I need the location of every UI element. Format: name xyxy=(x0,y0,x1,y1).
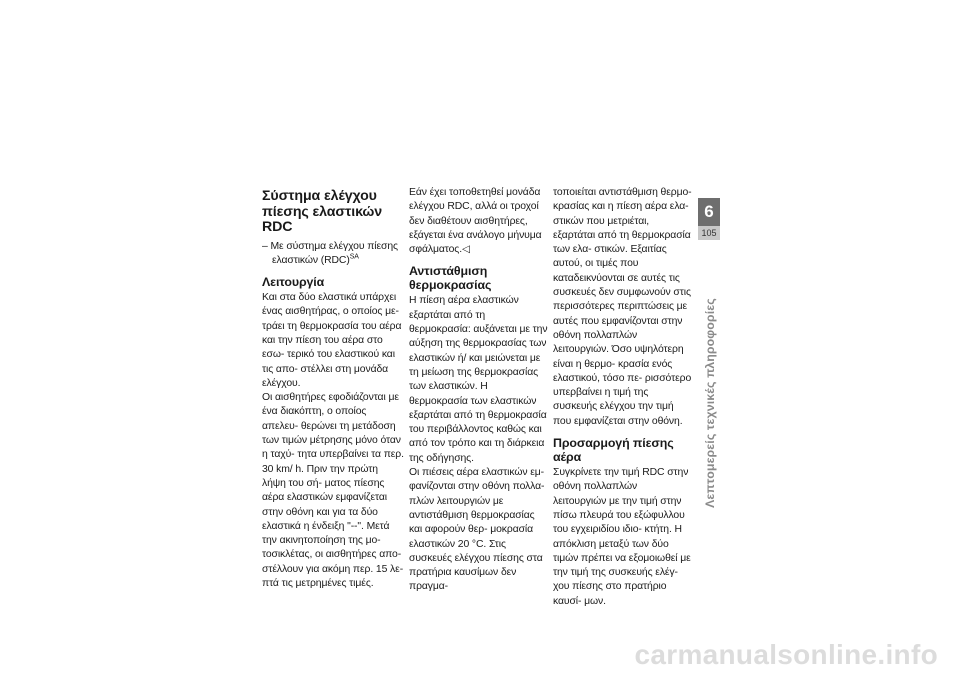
column-3 xyxy=(553,186,693,609)
heading-pressure-adjustment: Προσαρμογή πίεσης αέρα xyxy=(553,436,674,465)
paragraph-function-2: Οι αισθητήρες εφοδιάζονται με ένα διακόπτη, ο οποίος απελευ- θερώνει τη μετάδοση των τιμών μέτρησης μόνο όταν η ταχύ- τητα υπερβαίνει τα περ. 30 km/ h. Πριν την πρώτη λήψη του σή- ματος πίεσης αέρα ελαστικών εμφανίζεται στην οθόνη και για τα δύο ελαστικά η ένδειξη "--". Μετά την ακινητοποίηση της μο- τοσικλέτας, οι αισθητήρες απο- στέλλουν για ακόμη περ. 15 λε- πτά τις μετρημένες τιμές. xyxy=(262,392,404,590)
column-1 xyxy=(262,186,404,591)
chapter-number-tab: 6 xyxy=(698,198,720,226)
paragraph-adjustment: Συγκρίνετε την τιμή RDC στην οθόνη πολλαπλών λειτουργιών με την τιμή στην πίσω πλευρά του εξώφυλλου του εγχειριδίου ιδιο- κτήτη. Η απόκλιση μεταξύ των δύο τιμών πρέπει να εξομοιωθεί με την τιμή της συσκευής ελέγ- χου πίεσης στο πρατήριο καυσί- μων. xyxy=(553,467,691,607)
paragraph-compensation-3: τοποιείται αντιστάθμιση θερμο- κρασίας και η πίεση αέρα ελα- στικών που μετριέται, εξαρτάται από τη θερμοκρασία των ελα- στικών. Εξαιτίας αυτού, οι τιμές που καταδεικνύονται σε αυτές τις συσκευές δεν συμφωνούν στις περισσότερες περιπτώσεις με αυτές που εμφανίζονται στην οθόνη πολλαπλών λειτουργιών. Όσο υψηλότερη είναι η θερμο- κρασία ενός ελαστικού, τόσο πε- ρισσότερο υπερβαίνει η τιμή της συσκευής ελέγχου την τιμή που εμφανίζεται στην οθόνη. xyxy=(553,187,692,427)
equipment-note-text: – Με σύστημα ελέγχου πίεσης ελαστικών (RDC) xyxy=(262,240,398,266)
heading-function: Λειτουργία xyxy=(262,275,325,290)
page-number: 105 xyxy=(698,226,720,240)
paragraph-error-note: Εάν έχει τοποθετηθεί μονάδα ελέγχου RDC, αλλά οι τροχοί δεν διαθέτουν αισθητήρες, εξάγεται ένα ανάλογο μήνυμα σφάλματος.◁ xyxy=(409,187,542,256)
section-title-rdc: Σύστημα ελέγχου πίεσης ελαστικών RDC xyxy=(262,188,383,235)
paragraph-compensation-1: Η πίεση αέρα ελαστικών εξαρτάται από τη θερμοκρασία: αυξάνεται με την αύξηση της θερμοκρασίας των ελαστικών ή/ και μειώνεται με τη μείωση της θερμοκρασίας των ελαστικών. Η θερμοκρασία των ελαστικών εξαρτάται από τη θερμοκρασία του περιβάλλοντος καθώς και από τον τρόπο και τη διάρκεια της οδήγησης. xyxy=(409,295,548,464)
chapter-side-title: Λεπτομερείς τεχνικές πληροφορίες xyxy=(703,298,717,508)
equipment-note xyxy=(262,240,404,269)
heading-temperature-compensation: Αντιστάθμιση θερμοκρασίας xyxy=(409,264,492,293)
paragraph-function-1: Και στα δύο ελαστικά υπάρχει ένας αισθητήρας, ο οποίος με- τράει τη θερμοκρασία του αέρα και την πίεση του αέρα στο εσω- τερικό του ελαστικού και τις απο- στέλλει στη μονάδα ελέγχου. xyxy=(262,292,402,389)
column-2 xyxy=(409,186,549,595)
equipment-note-sup: SA xyxy=(349,253,359,261)
watermark: carmanualsonline.info xyxy=(634,639,938,670)
paragraph-compensation-2: Οι πιέσεις αέρα ελαστικών εμ- φανίζονται στην οθόνη πολλα- πλών λειτουργιών με αντιστάθμιση θερμοκρασίας και αφορούν θερ- μοκρασία ελαστικών 20 °C. Στις συσκευές ελέγχου πίεσης στα πρατήρια καυσίμων δεν πραγμα- xyxy=(409,467,545,593)
